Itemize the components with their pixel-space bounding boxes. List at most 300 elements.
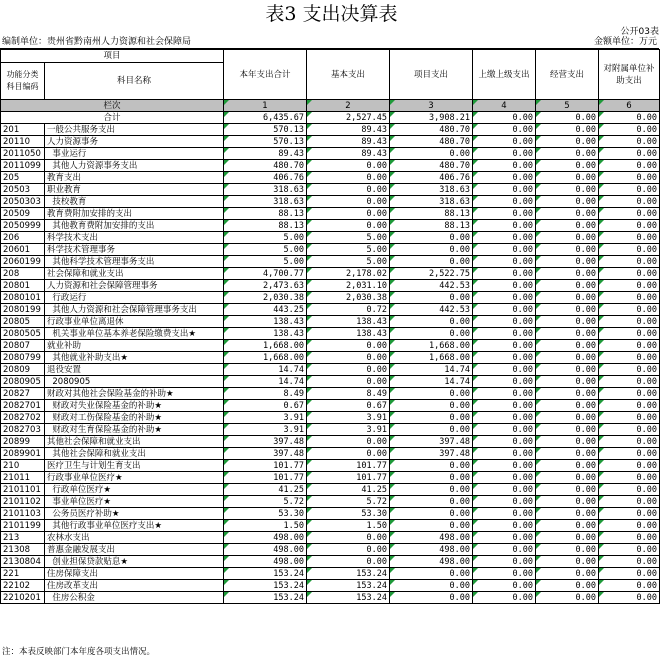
row-value: 318.63 [224,196,307,208]
header-project: 项目 [1,50,224,63]
table-row [1,340,660,352]
row-value: 0.00 [473,520,536,532]
row-value: 153.24 [307,568,390,580]
table-row [1,364,660,376]
row-value: 5.72 [307,496,390,508]
row-code: 20509 [1,208,45,220]
row-value: 318.63 [390,196,473,208]
row-value: 0.00 [599,352,660,364]
table-row [1,124,660,136]
row-value: 0.00 [473,292,536,304]
form-code: 公开03表 [620,27,659,37]
table-row [1,280,660,292]
row-value: 0.00 [599,376,660,388]
row-code: 21308 [1,544,45,556]
row-value: 41.25 [307,484,390,496]
row-value: 0.00 [473,364,536,376]
total-value: 0.00 [599,112,660,124]
table-row [1,556,660,568]
unit-line [0,37,659,49]
row-value: 498.00 [390,544,473,556]
row-value: 0.00 [599,280,660,292]
row-code: 2011099 [1,160,45,172]
row-value: 0.00 [536,268,599,280]
row-value: 0.00 [536,172,599,184]
row-value: 101.77 [224,460,307,472]
column-index: 1 [224,100,307,112]
row-value: 0.00 [473,412,536,424]
row-value: 88.13 [390,220,473,232]
row-value: 0.67 [224,400,307,412]
row-value: 0.00 [599,436,660,448]
row-value: 0.00 [473,316,536,328]
table-note: 注：本表反映部门本年度各项支出情况。 [2,647,156,657]
row-value: 0.00 [473,268,536,280]
row-value: 0.00 [536,568,599,580]
row-value: 0.00 [473,400,536,412]
row-value: 0.00 [536,412,599,424]
row-code: 206 [1,232,45,244]
table-row [1,268,660,280]
row-value: 0.00 [390,232,473,244]
table-row [1,304,660,316]
row-name: 科学技术支出 [45,232,224,244]
row-value: 0.00 [390,592,473,604]
table-row [1,208,660,220]
total-value: 0.00 [473,112,536,124]
column-index-row [1,100,660,112]
row-value: 0.00 [473,208,536,220]
row-value: 1,668.00 [390,340,473,352]
table-row [1,256,660,268]
row-code: 2082703 [1,424,45,436]
row-value: 0.00 [599,592,660,604]
row-value: 0.00 [390,472,473,484]
table-row [1,484,660,496]
row-value: 1,668.00 [224,352,307,364]
row-value: 0.00 [536,544,599,556]
row-value: 5.00 [224,244,307,256]
row-value: 0.00 [473,580,536,592]
row-value: 1.50 [307,520,390,532]
row-code: 210 [1,460,45,472]
table-row [1,160,660,172]
row-value: 0.00 [473,508,536,520]
row-value: 153.24 [224,580,307,592]
row-value: 0.00 [473,280,536,292]
row-value: 0.00 [599,424,660,436]
table-row [1,532,660,544]
row-value: 0.00 [599,448,660,460]
header-total: 本年支出合计 [224,50,307,100]
row-value: 0.00 [307,436,390,448]
row-name: 行政事业单位离退休 [45,316,224,328]
row-code: 20899 [1,436,45,448]
total-value: 0.00 [536,112,599,124]
row-name: 一般公共服务支出 [45,124,224,136]
row-code: 213 [1,532,45,544]
row-value: 5.00 [307,244,390,256]
row-value: 406.76 [390,172,473,184]
row-value: 0.00 [599,292,660,304]
row-name: 科学技术管理事务 [45,244,224,256]
row-code: 20110 [1,136,45,148]
row-value: 0.67 [307,400,390,412]
row-value: 0.00 [536,472,599,484]
row-value: 0.00 [599,364,660,376]
row-value: 0.00 [390,400,473,412]
row-value: 0.00 [599,484,660,496]
header-row-project [1,50,660,63]
row-value: 0.00 [473,496,536,508]
row-value: 0.00 [536,460,599,472]
row-value: 0.00 [473,376,536,388]
row-code: 208 [1,268,45,280]
row-value: 397.48 [390,436,473,448]
row-value: 0.00 [473,328,536,340]
row-value: 0.00 [599,244,660,256]
header-subsidy: 对附属单位补助支出 [599,50,660,100]
row-value: 0.00 [599,472,660,484]
row-value: 0.00 [390,520,473,532]
row-value: 3.91 [224,424,307,436]
row-value: 0.00 [599,400,660,412]
row-name: 其他教育费附加安排的支出 [45,220,224,232]
row-value: 0.00 [536,220,599,232]
row-value: 443.25 [224,304,307,316]
table-row [1,292,660,304]
row-code: 2080799 [1,352,45,364]
row-value: 0.00 [307,376,390,388]
row-value: 0.00 [599,184,660,196]
row-value: 0.00 [536,244,599,256]
row-value: 0.00 [536,448,599,460]
row-value: 0.00 [307,532,390,544]
table-row [1,232,660,244]
row-code: 20827 [1,388,45,400]
row-value: 0.00 [599,316,660,328]
row-value: 0.00 [536,352,599,364]
row-value: 0.00 [307,220,390,232]
row-code: 20807 [1,340,45,352]
header-operation: 经营支出 [536,50,599,100]
row-value: 0.00 [390,412,473,424]
row-value: 153.24 [307,580,390,592]
row-value: 0.00 [536,388,599,400]
column-index: 6 [599,100,660,112]
table-row [1,316,660,328]
row-value: 318.63 [224,184,307,196]
row-value: 0.00 [307,364,390,376]
row-value: 0.00 [599,520,660,532]
row-code: 205 [1,172,45,184]
row-value: 41.25 [224,484,307,496]
row-value: 0.00 [390,460,473,472]
row-value: 0.00 [536,436,599,448]
row-value: 0.00 [307,160,390,172]
row-value: 153.24 [224,568,307,580]
row-value: 0.00 [536,280,599,292]
row-value: 442.53 [390,280,473,292]
row-value: 14.74 [224,364,307,376]
row-code: 2089901 [1,448,45,460]
column-index-label: 栏次 [1,100,224,112]
table-row [1,244,660,256]
table-row [1,508,660,520]
row-value: 2,030.38 [307,292,390,304]
row-value: 0.00 [599,256,660,268]
row-value: 2,473.63 [224,280,307,292]
row-value: 88.13 [390,208,473,220]
row-value: 0.00 [390,328,473,340]
row-value: 480.70 [390,124,473,136]
row-value: 0.00 [307,544,390,556]
row-value: 4,700.77 [224,268,307,280]
row-value: 0.00 [536,136,599,148]
expenditure-table [0,49,660,604]
row-value: 14.74 [390,364,473,376]
row-value: 0.00 [473,220,536,232]
row-value: 498.00 [224,556,307,568]
row-value: 0.00 [536,484,599,496]
row-value: 480.70 [390,160,473,172]
row-value: 0.00 [599,328,660,340]
row-value: 0.00 [536,520,599,532]
row-code: 201 [1,124,45,136]
row-value: 0.00 [473,544,536,556]
row-value: 0.00 [599,340,660,352]
row-value: 0.00 [473,424,536,436]
row-name: 社会保障和就业支出 [45,268,224,280]
row-value: 0.00 [473,556,536,568]
header-code: 功能分类科目编码 [1,63,45,100]
row-value: 89.43 [224,148,307,160]
row-value: 0.00 [599,196,660,208]
table-row [1,196,660,208]
row-name: 机关事业单位基本养老保险缴费支出★ [45,328,224,340]
row-value: 0.00 [536,400,599,412]
row-value: 0.00 [599,172,660,184]
table-row [1,352,660,364]
table-row [1,424,660,436]
row-value: 0.00 [307,208,390,220]
row-value: 0.00 [473,196,536,208]
row-value: 0.00 [536,316,599,328]
row-name: 职业教育 [45,184,224,196]
row-name: 其他科学技术管理事务支出 [45,256,224,268]
row-value: 0.00 [536,232,599,244]
row-name: 教育支出 [45,172,224,184]
table-row [1,580,660,592]
header-basic: 基本支出 [307,50,390,100]
table-row [1,328,660,340]
row-value: 2,178.02 [307,268,390,280]
row-value: 406.76 [224,172,307,184]
row-value: 5.00 [224,232,307,244]
table-row [1,172,660,184]
row-code: 21011 [1,472,45,484]
row-value: 0.00 [473,592,536,604]
row-code: 20601 [1,244,45,256]
row-value: 0.00 [599,388,660,400]
table-row [1,460,660,472]
org-label: 编制单位：贵州省黔南州人力资源和社会保障局 [2,37,192,47]
row-value: 0.00 [536,364,599,376]
row-code: 2011050 [1,148,45,160]
table-row [1,544,660,556]
row-value: 498.00 [224,544,307,556]
row-value: 0.00 [473,232,536,244]
row-value: 0.00 [390,508,473,520]
row-value: 0.00 [390,496,473,508]
report-title: 表3 支出决算表 [265,3,398,25]
row-value: 498.00 [390,532,473,544]
row-value: 88.13 [224,208,307,220]
row-value: 0.00 [473,172,536,184]
row-value: 2,522.75 [390,268,473,280]
column-index: 4 [473,100,536,112]
row-value: 2,031.10 [307,280,390,292]
row-value: 442.53 [390,304,473,316]
row-code: 2060199 [1,256,45,268]
row-code: 2080505 [1,328,45,340]
row-name: 农林水支出 [45,532,224,544]
row-value: 0.00 [307,172,390,184]
row-value: 8.49 [224,388,307,400]
row-name: 2080905 [45,376,224,388]
row-value: 0.00 [536,340,599,352]
row-value: 0.00 [536,580,599,592]
row-name: 人力资源和社会保障管理事务 [45,280,224,292]
row-name: 医疗卫生与计划生育支出 [45,460,224,472]
row-value: 5.00 [224,256,307,268]
row-value: 0.00 [390,148,473,160]
row-code: 2101102 [1,496,45,508]
table-row [1,136,660,148]
column-index: 5 [536,100,599,112]
row-value: 0.00 [390,388,473,400]
row-name: 事业单位医疗★ [45,496,224,508]
row-value: 138.43 [307,328,390,340]
row-value: 0.00 [390,256,473,268]
table-row [1,148,660,160]
row-value: 88.13 [224,220,307,232]
row-value: 397.48 [224,436,307,448]
row-code: 2050303 [1,196,45,208]
row-value: 0.00 [473,340,536,352]
row-value: 0.00 [390,580,473,592]
row-value: 0.00 [536,556,599,568]
row-value: 2,030.38 [224,292,307,304]
row-value: 0.00 [390,484,473,496]
row-value: 480.70 [390,136,473,148]
row-value: 0.00 [390,292,473,304]
row-value: 53.30 [307,508,390,520]
row-value: 89.43 [307,124,390,136]
row-value: 0.00 [473,136,536,148]
row-value: 0.00 [307,448,390,460]
row-value: 138.43 [224,328,307,340]
table-row [1,496,660,508]
row-value: 570.13 [224,136,307,148]
row-value: 0.00 [307,352,390,364]
column-index: 3 [390,100,473,112]
row-code: 2050999 [1,220,45,232]
row-name: 事业运行 [45,148,224,160]
row-value: 0.00 [599,532,660,544]
row-name: 其他人力资源和社会保障管理事务支出 [45,304,224,316]
table-row [1,520,660,532]
row-value: 0.00 [536,184,599,196]
column-index: 2 [307,100,390,112]
row-value: 153.24 [224,592,307,604]
row-value: 0.00 [599,544,660,556]
row-code: 2080905 [1,376,45,388]
row-value: 8.49 [307,388,390,400]
row-value: 0.00 [599,268,660,280]
row-value: 0.00 [307,340,390,352]
row-value: 0.00 [473,124,536,136]
row-value: 0.00 [599,580,660,592]
row-value: 397.48 [390,448,473,460]
row-code: 20503 [1,184,45,196]
row-value: 5.72 [224,496,307,508]
row-name: 行政单位医疗★ [45,484,224,496]
row-value: 0.00 [473,388,536,400]
row-value: 101.77 [307,460,390,472]
row-value: 0.00 [536,196,599,208]
row-value: 0.00 [536,508,599,520]
row-name: 住房公积金 [45,592,224,604]
row-value: 0.00 [536,424,599,436]
row-name: 行政运行 [45,292,224,304]
row-value: 0.00 [473,148,536,160]
row-value: 0.00 [390,244,473,256]
row-name: 行政事业单位医疗★ [45,472,224,484]
row-name: 公务员医疗补助★ [45,508,224,520]
total-label: 合计 [1,112,224,124]
row-name: 住房保障支出 [45,568,224,580]
row-name: 财政对其他社会保险基金的补助★ [45,388,224,400]
row-value: 0.00 [473,304,536,316]
row-name: 人力资源事务 [45,136,224,148]
row-name: 技校教育 [45,196,224,208]
row-code: 2082701 [1,400,45,412]
row-value: 89.43 [307,148,390,160]
row-value: 0.00 [536,376,599,388]
row-value: 0.00 [599,124,660,136]
row-value: 498.00 [390,556,473,568]
row-name: 退役安置 [45,364,224,376]
row-value: 0.00 [473,184,536,196]
table-row [1,412,660,424]
row-name: 财政对失业保险基金的补助★ [45,400,224,412]
row-name: 就业补助 [45,340,224,352]
row-code: 2080101 [1,292,45,304]
row-value: 0.00 [599,412,660,424]
row-value: 0.00 [473,160,536,172]
table-row [1,220,660,232]
row-value: 0.00 [473,352,536,364]
table-row [1,568,660,580]
row-name: 其他人力资源事务支出 [45,160,224,172]
row-value: 0.00 [390,424,473,436]
row-value: 0.00 [390,568,473,580]
row-name: 其他行政事业单位医疗支出★ [45,520,224,532]
row-value: 0.00 [599,220,660,232]
row-code: 2101103 [1,508,45,520]
row-value: 0.00 [599,160,660,172]
